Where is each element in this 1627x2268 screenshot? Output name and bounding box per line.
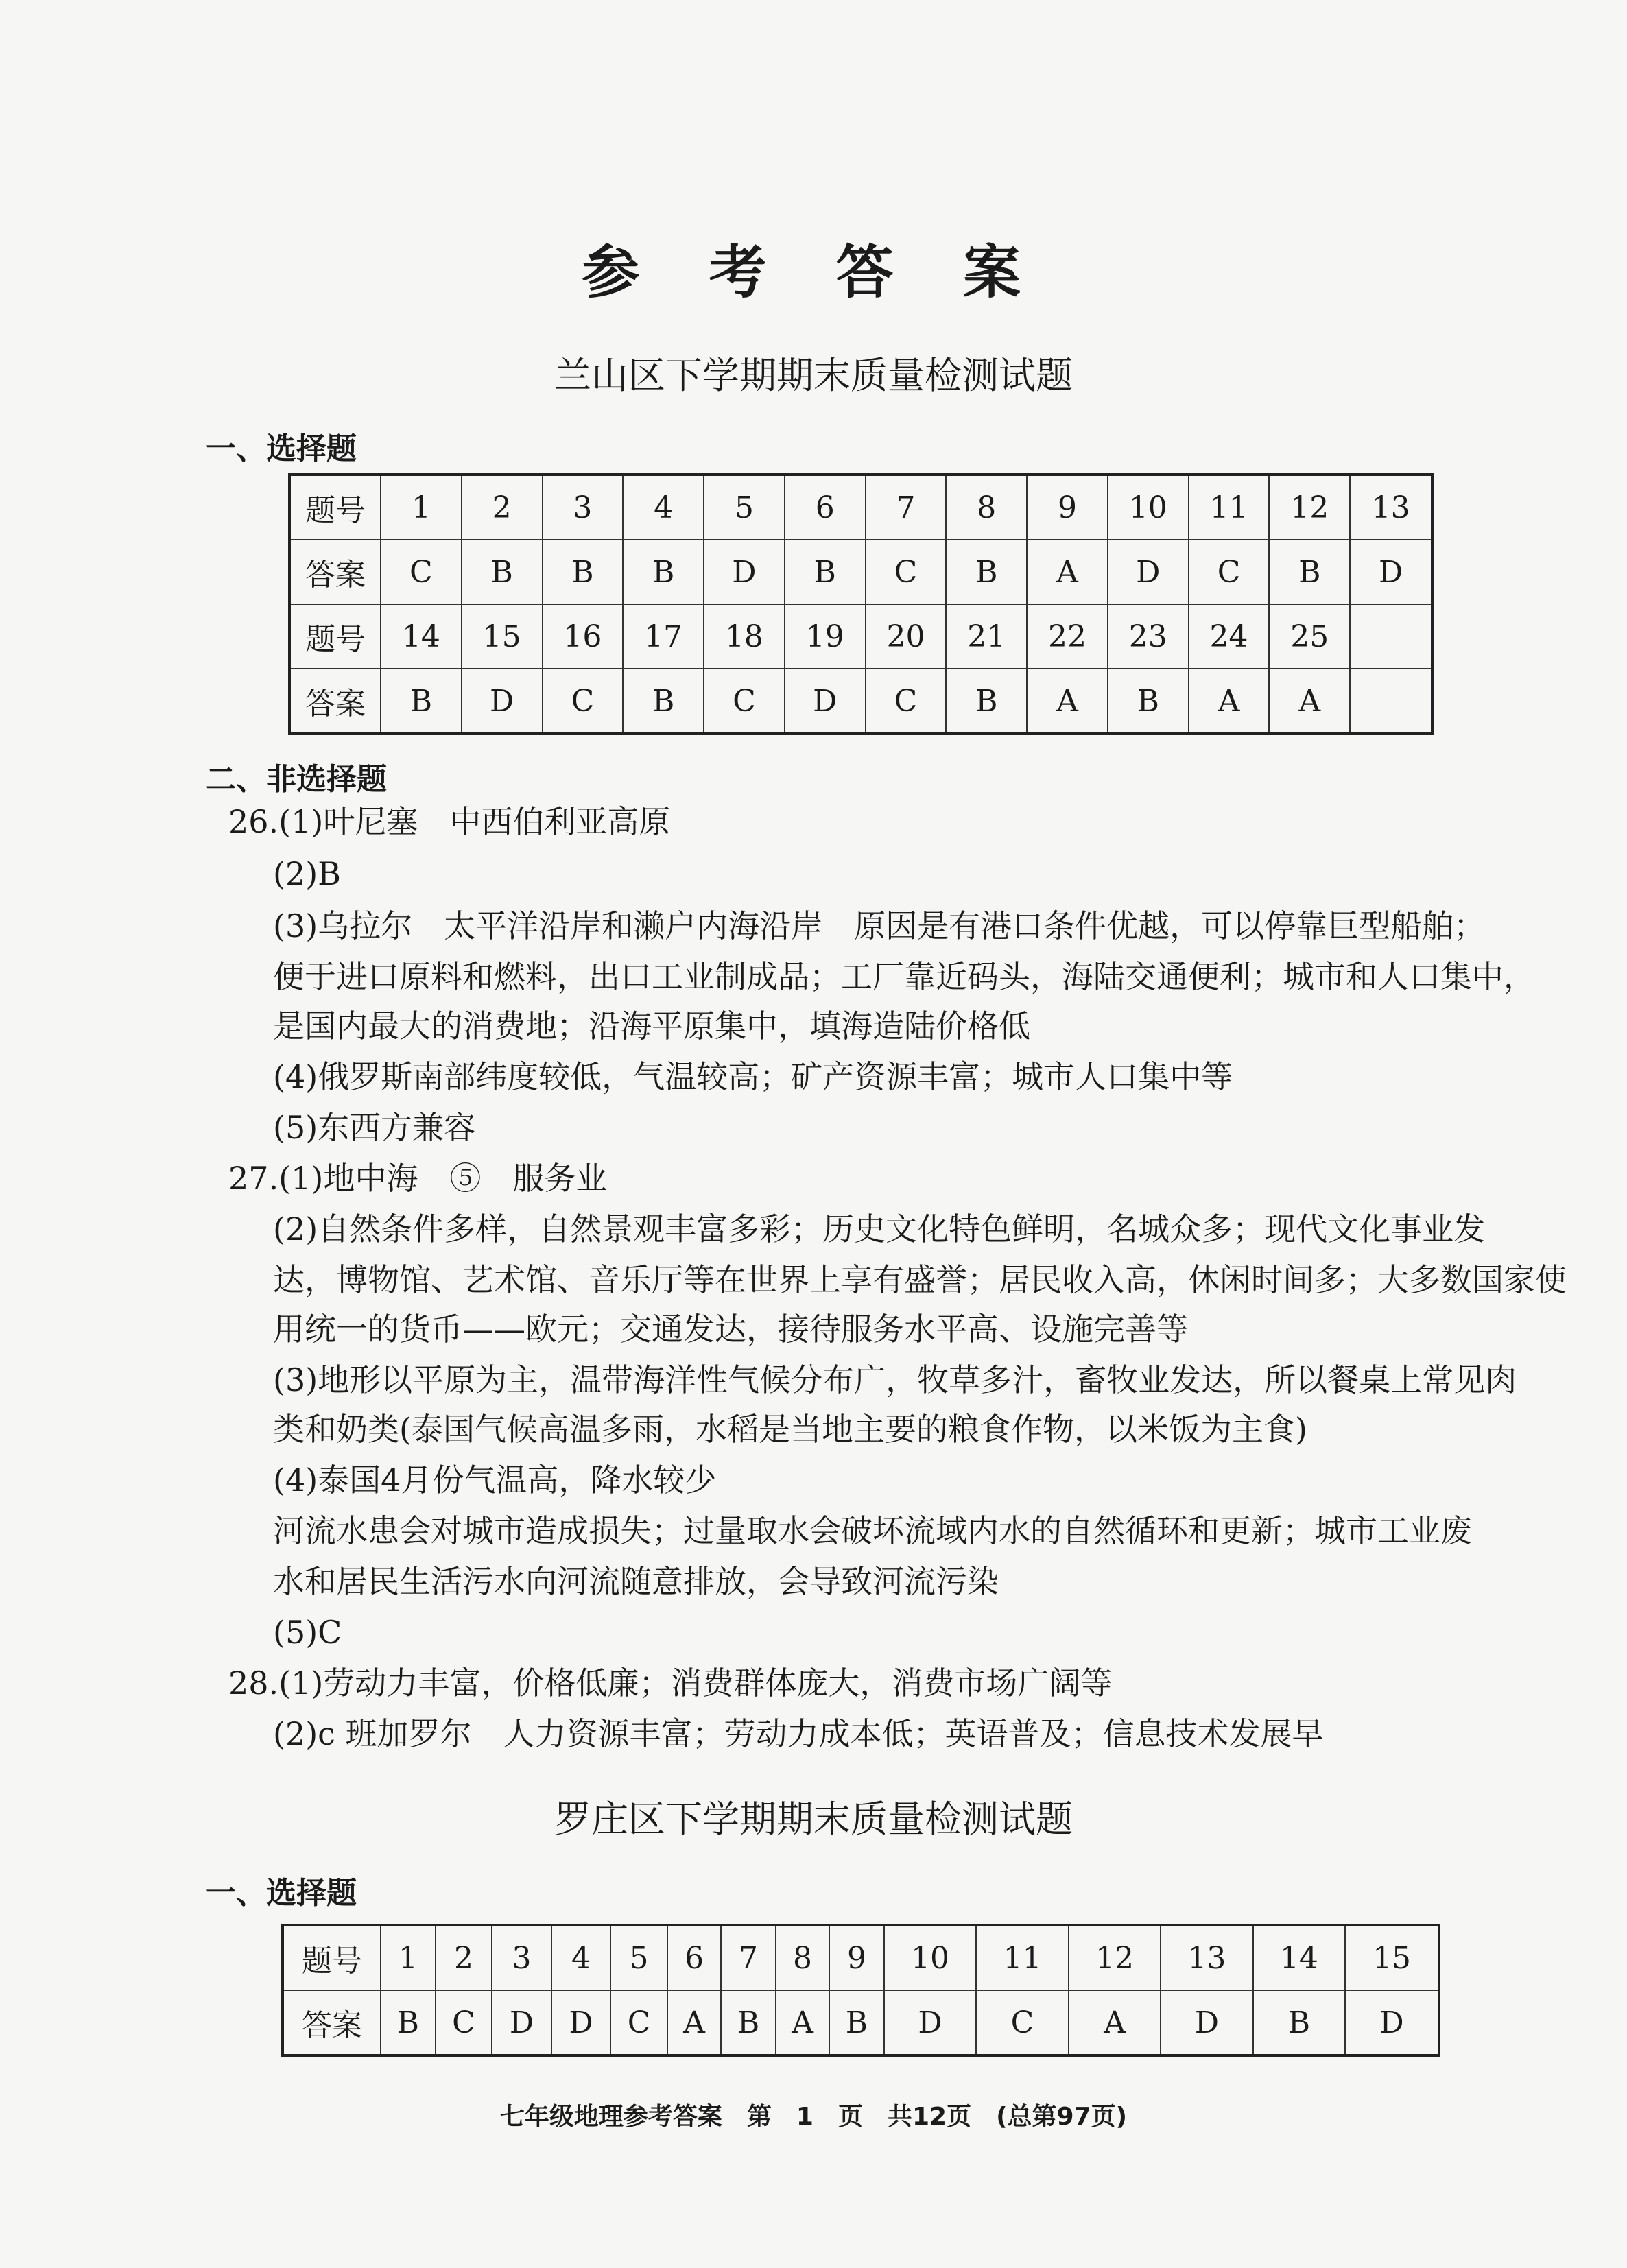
answer-line: (5)东西方兼容 bbox=[273, 1109, 476, 1146]
table-cell: 23 bbox=[1108, 604, 1189, 669]
table-cell: 4 bbox=[623, 475, 704, 540]
table-cell: C bbox=[704, 669, 785, 734]
table-cell: C bbox=[866, 540, 947, 604]
table-cell: A bbox=[776, 1990, 829, 2055]
table-row bbox=[289, 669, 1432, 734]
answer-line: 便于进口原料和燃料，出口工业制成品；工厂靠近码头，海陆交通便利；城市和人口集中， bbox=[273, 958, 1535, 995]
table-cell: 3 bbox=[492, 1925, 551, 1990]
table-cell: 11 bbox=[1189, 475, 1270, 540]
table-row bbox=[283, 1925, 1439, 1990]
table-cell: 5 bbox=[610, 1925, 667, 1990]
table-cell: 1 bbox=[381, 1925, 436, 1990]
table-cell: 9 bbox=[829, 1925, 884, 1990]
table-cell: D bbox=[1345, 1990, 1439, 2055]
table-row-header: 答案 bbox=[289, 540, 381, 604]
table-cell: B bbox=[946, 540, 1027, 604]
table-cell: B bbox=[785, 540, 866, 604]
table-row-header: 题号 bbox=[289, 475, 381, 540]
table-cell bbox=[1350, 604, 1432, 669]
section1-answer-table bbox=[288, 473, 1434, 735]
table-cell: D bbox=[785, 669, 866, 734]
table-cell: B bbox=[543, 540, 624, 604]
table-cell: 12 bbox=[1269, 475, 1350, 540]
table-cell: C bbox=[976, 1990, 1068, 2055]
section1-part2-heading: 二、非选择题 bbox=[206, 762, 387, 797]
table-cell: B bbox=[1253, 1990, 1345, 2055]
table-cell: A bbox=[1189, 669, 1270, 734]
table-cell: A bbox=[667, 1990, 721, 2055]
table-cell: 10 bbox=[1108, 475, 1189, 540]
table-cell: 25 bbox=[1269, 604, 1350, 669]
table-cell: 14 bbox=[1253, 1925, 1345, 1990]
answer-line: (4)俄罗斯南部纬度较低，气温较高；矿产资源丰富；城市人口集中等 bbox=[273, 1058, 1233, 1095]
table-cell: 3 bbox=[543, 475, 624, 540]
table-cell: D bbox=[1350, 540, 1432, 604]
answer-line: 26.(1)叶尼塞 中西伯利亚高原 bbox=[228, 803, 671, 840]
page-footer: 七年级地理参考答案 第 1 页 共12页 (总第97页) bbox=[499, 2103, 1128, 2131]
table-row bbox=[289, 604, 1432, 669]
table-cell: 5 bbox=[704, 475, 785, 540]
table-cell: 1 bbox=[381, 475, 462, 540]
table-cell: 24 bbox=[1189, 604, 1270, 669]
table-row-header: 答案 bbox=[283, 1990, 381, 2055]
table-cell: C bbox=[1189, 540, 1270, 604]
answer-line: 28.(1)劳动力丰富，价格低廉；消费群体庞大，消费市场广阔等 bbox=[228, 1664, 1113, 1702]
table-cell: 2 bbox=[436, 1925, 492, 1990]
table-cell: A bbox=[1027, 540, 1108, 604]
table-cell: 15 bbox=[462, 604, 543, 669]
table-row-header: 题号 bbox=[283, 1925, 381, 1990]
table-cell: D bbox=[462, 669, 543, 734]
table-cell: 7 bbox=[866, 475, 947, 540]
answer-line: 用统一的货币——欧元；交通发达，接待服务水平高、设施完善等 bbox=[273, 1311, 1188, 1348]
table-cell: 16 bbox=[543, 604, 624, 669]
table-cell: C bbox=[610, 1990, 667, 2055]
table-cell bbox=[1350, 669, 1432, 734]
table-cell: 8 bbox=[946, 475, 1027, 540]
table-cell: 11 bbox=[976, 1925, 1068, 1990]
table-cell: C bbox=[866, 669, 947, 734]
answer-line: (2)自然条件多样，自然景观丰富多彩；历史文化特色鲜明，名城众多；现代文化事业发 bbox=[273, 1210, 1486, 1248]
table-cell: 19 bbox=[785, 604, 866, 669]
table-cell: 20 bbox=[866, 604, 947, 669]
answer-line: 是国内最大的消费地；沿海平原集中，填海造陆价格低 bbox=[273, 1007, 1030, 1045]
table-cell: 17 bbox=[623, 604, 704, 669]
page-title: 参 考 答 案 bbox=[582, 238, 1045, 306]
section1-part1-heading: 一、选择题 bbox=[206, 431, 357, 466]
table-row-header: 题号 bbox=[289, 604, 381, 669]
table-cell: D bbox=[551, 1990, 610, 2055]
table-cell: B bbox=[1108, 669, 1189, 734]
table-cell: B bbox=[1269, 540, 1350, 604]
answer-line: 水和居民生活污水向河流随意排放，会导致河流污染 bbox=[273, 1563, 999, 1600]
table-cell: 22 bbox=[1027, 604, 1108, 669]
table-cell: C bbox=[543, 669, 624, 734]
table-cell: C bbox=[381, 540, 462, 604]
table-cell: 14 bbox=[381, 604, 462, 669]
answer-line: (4)泰国4月份气温高，降水较少 bbox=[273, 1461, 717, 1499]
table-cell: 10 bbox=[884, 1925, 976, 1990]
table-cell: B bbox=[721, 1990, 776, 2055]
table-cell: B bbox=[829, 1990, 884, 2055]
answer-line: (3)地形以平原为主，温带海洋性气候分布广，牧草多汁，畜牧业发达，所以餐桌上常见肉 bbox=[273, 1361, 1517, 1398]
table-cell: 4 bbox=[551, 1925, 610, 1990]
answer-line: 27.(1)地中海 ⑤ 服务业 bbox=[228, 1160, 608, 1197]
table-cell: 21 bbox=[946, 604, 1027, 669]
table-cell: B bbox=[381, 1990, 436, 2055]
table-row bbox=[289, 540, 1432, 604]
table-cell: B bbox=[623, 540, 704, 604]
table-cell: 7 bbox=[721, 1925, 776, 1990]
answer-line: 类和奶类(泰国气候高温多雨，水稻是当地主要的粮食作物，以米饭为主食) bbox=[273, 1411, 1307, 1448]
table-cell: B bbox=[381, 669, 462, 734]
section2-answer-table bbox=[281, 1924, 1440, 2057]
answer-line: (5)C bbox=[273, 1614, 342, 1651]
answer-line: (2)c 班加罗尔 人力资源丰富；劳动力成本低；英语普及；信息技术发展早 bbox=[273, 1715, 1324, 1752]
answer-line: 达，博物馆、艺术馆、音乐厅等在世界上享有盛誉；居民收入高，休闲时间多；大多数国家使 bbox=[273, 1261, 1567, 1298]
table-cell: 18 bbox=[704, 604, 785, 669]
section2-part1-heading: 一、选择题 bbox=[206, 1876, 357, 1911]
table-cell: B bbox=[623, 669, 704, 734]
table-cell: 12 bbox=[1069, 1925, 1161, 1990]
table-cell: B bbox=[462, 540, 543, 604]
table-cell: A bbox=[1269, 669, 1350, 734]
table-row-header: 答案 bbox=[289, 669, 381, 734]
table-cell: 13 bbox=[1350, 475, 1432, 540]
table-cell: 15 bbox=[1345, 1925, 1439, 1990]
table-cell: D bbox=[492, 1990, 551, 2055]
table-cell: D bbox=[884, 1990, 976, 2055]
table-cell: 2 bbox=[462, 475, 543, 540]
section2-title: 罗庄区下学期期末质量检测试题 bbox=[554, 1798, 1073, 1841]
table-cell: 13 bbox=[1161, 1925, 1252, 1990]
table-cell: D bbox=[1108, 540, 1189, 604]
table-cell: D bbox=[704, 540, 785, 604]
table-cell: 9 bbox=[1027, 475, 1108, 540]
table-cell: 6 bbox=[667, 1925, 721, 1990]
table-cell: B bbox=[946, 669, 1027, 734]
table-cell: 6 bbox=[785, 475, 866, 540]
section1-title: 兰山区下学期期末质量检测试题 bbox=[554, 354, 1073, 397]
table-cell: 8 bbox=[776, 1925, 829, 1990]
answer-line: (2)B bbox=[273, 855, 341, 892]
table-cell: A bbox=[1027, 669, 1108, 734]
table-row bbox=[289, 475, 1432, 540]
table-row bbox=[283, 1990, 1439, 2055]
table-cell: C bbox=[436, 1990, 492, 2055]
answer-line: 河流水患会对城市造成损失；过量取水会破坏流域内水的自然循环和更新；城市工业废 bbox=[273, 1512, 1472, 1549]
table-cell: A bbox=[1069, 1990, 1161, 2055]
answer-line: (3)乌拉尔 太平洋沿岸和濑户内海沿岸 原因是有港口条件优越，可以停靠巨型船舶； bbox=[273, 907, 1486, 944]
table-cell: D bbox=[1161, 1990, 1252, 2055]
